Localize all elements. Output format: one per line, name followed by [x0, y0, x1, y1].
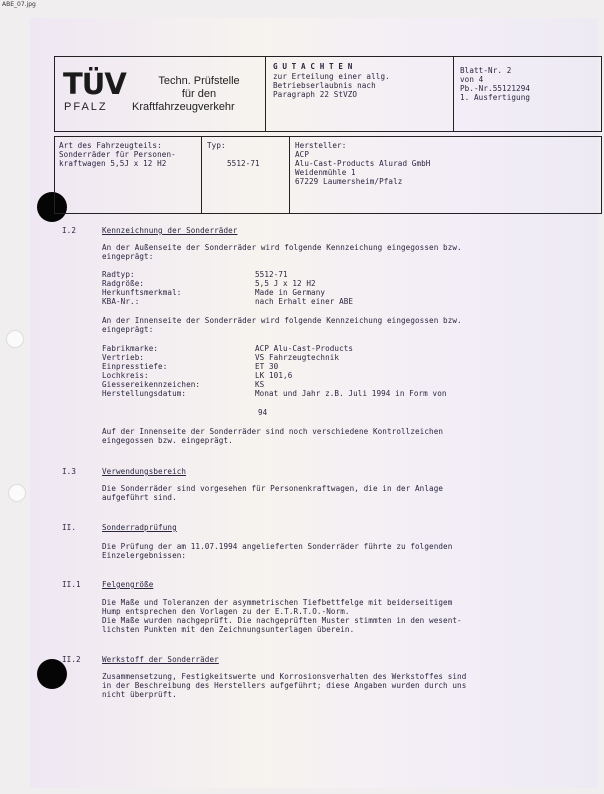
logo-text: TÜV [63, 67, 126, 101]
doc-subtitle-line: zur Erteilung einer allg. [273, 72, 390, 81]
marking-key: Lochkreis: [102, 371, 149, 380]
section-heading: Felgengröße [102, 580, 154, 589]
marking-value: 5512-71 [255, 270, 288, 279]
section-number: II. [62, 523, 77, 532]
section-number: II.1 [62, 580, 81, 589]
paragraph-line: An der Außenseite der Sonderräder wird folgende Kennzeichung eingegossen bzw. [102, 243, 462, 252]
marking-value: ACP Alu-Cast-Products [255, 344, 354, 353]
part-type-line: Sonderräder für Personen- [59, 150, 176, 159]
paragraph-line: Hump entsprechen den Vorlagen zu der E.T.R.T.O.-Norm. [102, 607, 350, 616]
marking-key: Herstellungsdatum: [102, 389, 187, 398]
marking-key: KBA-Nr.: [102, 297, 140, 306]
header-divider [453, 57, 454, 131]
info-divider [289, 137, 290, 213]
copy-number: 1. Ausfertigung [460, 93, 531, 102]
org-line: Kraftfahrzeugverkehr [132, 101, 235, 113]
document-page [30, 18, 598, 788]
marking-key: Radgröße: [102, 279, 145, 288]
paragraph-line: nicht überprüft. [102, 690, 177, 699]
document-header [54, 56, 602, 132]
marking-key: Radtyp: [102, 270, 135, 279]
section-number: I.3 [62, 467, 77, 476]
section-heading: Verwendungsbereich [102, 467, 187, 476]
paragraph-line: Die Sonderräder sind vorgesehen für Personenkraftwagen, die in der Anlage [102, 484, 444, 493]
marking-value: LK 101,6 [255, 371, 293, 380]
manufacturer-line: Weidenmühle 1 [295, 168, 356, 177]
date-code-example: 94 [258, 408, 268, 417]
marking-key: Einpresstiefe: [102, 362, 168, 371]
manufacturer-line: 67229 Laumersheim/Pfalz [295, 177, 403, 186]
paragraph-line: Auf der Innenseite der Sonderräder sind noch verschiedene Kontrollzeichen [102, 427, 444, 436]
marking-value: KS [255, 380, 265, 389]
test-number: Pb.-Nr.55121294 [460, 84, 531, 93]
paragraph-line: Einzelergebnissen: [102, 551, 187, 560]
part-info-box [54, 136, 602, 214]
marking-key: Fabrikmarke: [102, 344, 159, 353]
section-heading: Werkstoff der Sonderräder [102, 655, 219, 664]
paragraph-line: An der Innenseite der Sonderräder wird folgende Kennzeichung eingegossen bzw. [102, 316, 462, 325]
punch-hole-lower [8, 484, 26, 502]
marking-value: VS Fahrzeugtechnik [255, 353, 340, 362]
marking-value: Monat und Jahr z.B. Juli 1994 in Form von [255, 389, 447, 398]
part-type-label: Art des Fahrzeugteils: [59, 141, 162, 150]
paragraph-line: lichsten Punkten mit den Zeichnungsunterlagen überein. [102, 625, 355, 634]
sheet-total: von 4 [460, 75, 484, 84]
info-divider [201, 137, 202, 213]
doc-subtitle-line: Betriebserlaubnis nach [273, 81, 376, 90]
marking-key: Giessereikennzeichen: [102, 380, 201, 389]
manufacturer-label: Hersteller: [295, 141, 347, 150]
section-number: I.2 [62, 226, 77, 235]
marking-value: nach Erhalt einer ABE [255, 297, 354, 306]
paragraph-line: in der Beschreibung des Herstellers aufgeführt; diese Angaben wurden durch uns [102, 681, 467, 690]
header-divider [265, 57, 266, 131]
section-heading: Sonderradprüfung [102, 523, 177, 532]
file-name: ABE_07.jpg [2, 1, 36, 8]
marking-value: 5,5 J x 12 H2 [255, 279, 316, 288]
manufacturer-line: ACP [295, 150, 310, 159]
section-heading: Kennzeichnung der Sonderräder [102, 226, 238, 235]
marking-key: Vertrieb: [102, 353, 145, 362]
paragraph-line: eingeprägt: [102, 252, 154, 261]
paragraph-line: eingegossen bzw. eingeprägt. [102, 436, 233, 445]
org-line: für den [181, 88, 217, 100]
doc-subtitle-line: Paragraph 22 StVZO [273, 90, 358, 99]
marking-value: Made in Germany [255, 288, 326, 297]
type-value: 5512-71 [227, 159, 260, 168]
sheet-number: Blatt-Nr. 2 [460, 66, 512, 75]
organization-name [139, 75, 259, 101]
marking-value: ET 30 [255, 362, 279, 371]
manufacturer-line: Alu-Cast-Products Alurad GmbH [295, 159, 431, 168]
section-number: II.2 [62, 655, 81, 664]
logo-subtitle: PFALZ [64, 101, 108, 113]
paragraph-line: Die Prüfung der am 11.07.1994 angelieferten Sonderräder führte zu folgenden [102, 542, 453, 551]
document-title: G U T A C H T E N [273, 62, 353, 71]
part-type-line: kraftwagen 5,5J x 12 H2 [59, 159, 167, 168]
paragraph-line: Die Maße wurden nachgeprüft. Die nachgeprüften Muster stimmten in den wesent- [102, 616, 462, 625]
paragraph-line: eingeprägt: [102, 325, 154, 334]
org-line: Techn. Prüfstelle [158, 75, 240, 87]
punch-hole-middle [6, 330, 24, 348]
type-label: Typ: [207, 141, 226, 150]
marking-key: Herkunftsmerkmal: [102, 288, 182, 297]
paragraph-line: aufgeführt sind. [102, 493, 177, 502]
paragraph-line: Zusammensetzung, Festigkeitswerte und Korrosionsverhalten des Werkstoffes sind [102, 672, 467, 681]
paragraph-line: Die Maße und Toleranzen der asymmetrischen Tiefbettfelge mit beiderseitigem [102, 598, 453, 607]
